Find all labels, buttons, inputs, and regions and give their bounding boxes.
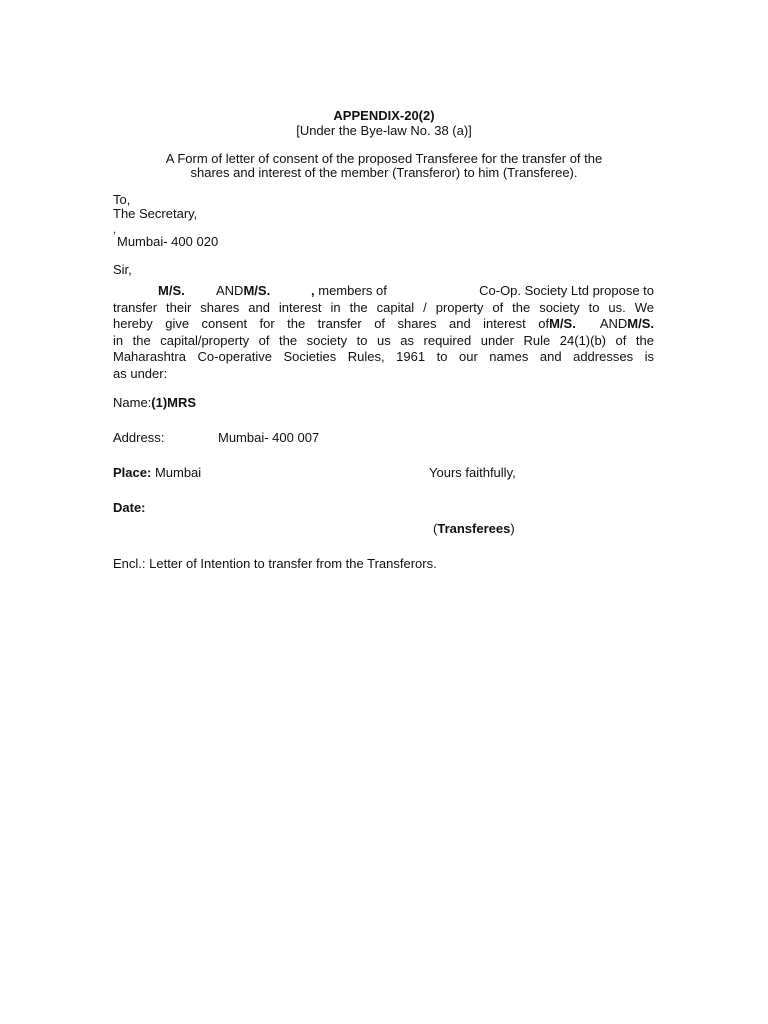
- body-line-3: hereby give consent for the transfer of shares and interest ofM/S. ANDM/S.: [113, 316, 654, 331]
- address-value: Mumbai- 400 007: [218, 430, 320, 445]
- salutation: Sir,: [113, 262, 132, 277]
- place-label: Place:: [113, 465, 152, 480]
- consent-paragraph: [113, 283, 654, 382]
- recipient-city: Mumbai- 400 020: [117, 234, 219, 249]
- body-line-6: as under:: [113, 365, 168, 381]
- signatory-line: (Transferees): [433, 521, 515, 536]
- body-line-5: Maharashtra Co-operative Societies Rules, 1961 to our names and addresses is: [113, 349, 654, 364]
- name-field: [113, 395, 196, 411]
- recipient-comma: ,: [113, 224, 117, 236]
- body-line-4: in the capital/property of the society to us as required under Rule 24(1)(b) of the: [113, 332, 654, 348]
- address-label: Address:: [113, 430, 165, 445]
- to-line: To,: [113, 192, 131, 207]
- intro-line-1: A Form of letter of consent of the proposed Transferee for the transfer of the: [165, 151, 603, 166]
- name-label: Name:: [113, 395, 152, 410]
- bye-law-reference: [Under the Bye-law No. 38 (a)]: [296, 123, 472, 138]
- name-value: (1)MRS: [151, 395, 197, 410]
- place-field: [113, 465, 201, 481]
- place-value: Mumbai: [154, 465, 202, 480]
- closing-line: Yours faithfully,: [429, 465, 516, 480]
- enclosure-line: Encl.: Letter of Intention to transfer from the Transferors.: [113, 556, 437, 571]
- intro-line-2: shares and interest of the member (Transferor) to him (Transferee).: [190, 165, 578, 180]
- appendix-title: APPENDIX-20(2): [333, 108, 435, 123]
- recipient-line: The Secretary,: [113, 206, 198, 221]
- body-line-1: M/S. ANDM/S. , members of Co-Op. Society Ltd propose to: [158, 283, 654, 298]
- body-line-2: transfer their shares and interest in the capital / property of the society to us. We: [113, 299, 654, 315]
- date-label: Date:: [113, 500, 146, 515]
